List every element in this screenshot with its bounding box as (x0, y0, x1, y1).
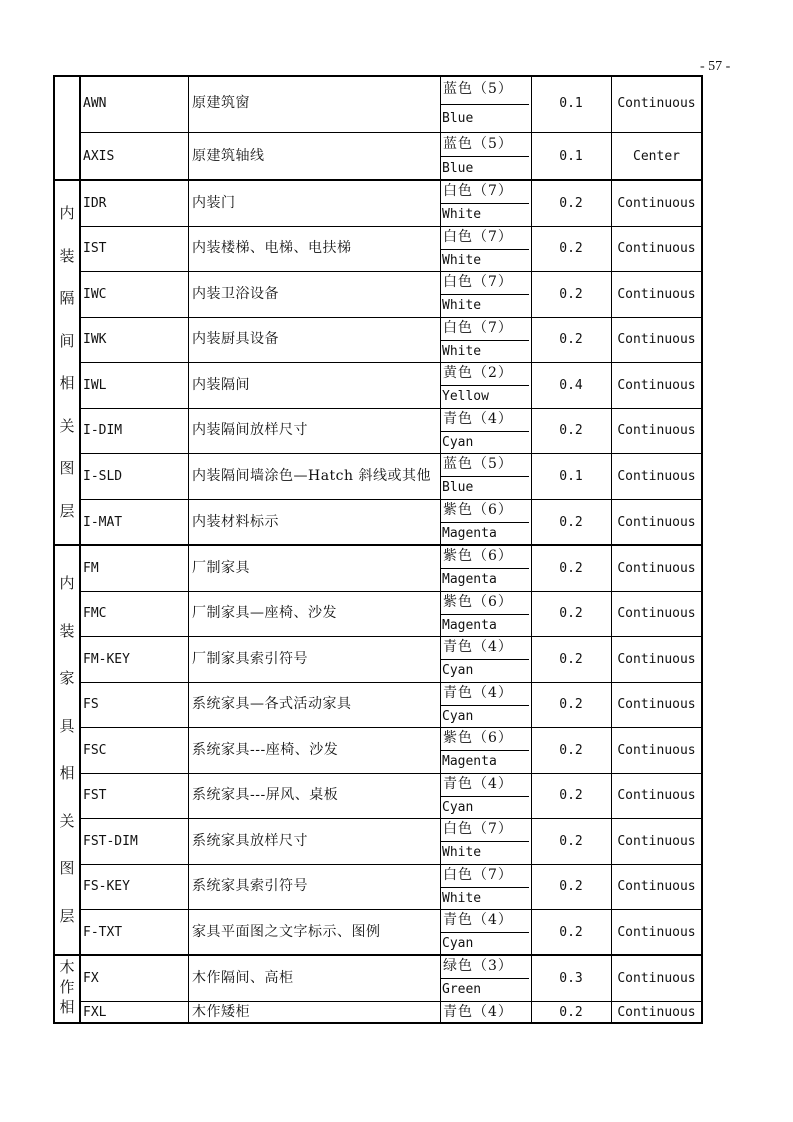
color-name-cn: 白色（7） (443, 867, 513, 883)
line-type: Continuous (617, 742, 696, 758)
line-weight: 0.2 (559, 286, 583, 302)
layer-description: 厂制家具索引符号 (192, 650, 308, 667)
line-weight: 0.2 (559, 879, 583, 894)
layer-code: I-MAT (83, 514, 123, 530)
layer-code: F-TXT (83, 924, 123, 940)
line-weight: 0.2 (559, 514, 583, 530)
grid-line (440, 522, 529, 523)
color-name-en: Yellow (442, 389, 489, 404)
color-name-cn: 白色（7） (443, 229, 513, 245)
layer-code: FM (83, 560, 99, 576)
grid-line (440, 705, 529, 706)
grid-line (440, 294, 529, 295)
line-weight: 0.1 (559, 96, 583, 111)
color-name-en: Blue (442, 110, 474, 126)
grid-line (440, 659, 529, 660)
line-type: Continuous (617, 195, 696, 211)
color-name-cn: 黄色（2） (443, 365, 513, 381)
layer-description: 厂制家具 (192, 559, 250, 576)
layer-description: 内装隔间放样尺寸 (192, 422, 308, 438)
line-type: Continuous (617, 560, 696, 576)
grid-line (54, 1022, 702, 1024)
color-name-en: Cyan (442, 663, 474, 678)
layer-code: FXL (83, 1005, 107, 1020)
grid-line (79, 75, 81, 1024)
layer-code: FST (83, 788, 107, 803)
color-name-cn: 白色（7） (443, 320, 513, 336)
group-char: 层 (59, 906, 75, 925)
line-type: Continuous (617, 468, 696, 484)
grid-line (53, 75, 55, 1024)
grid-line (440, 568, 529, 569)
color-name-en: Cyan (442, 434, 474, 450)
layer-description: 系统家具---座椅、沙发 (192, 741, 339, 758)
color-name-en: Blue (442, 160, 474, 176)
group-label (54, 955, 80, 1024)
color-name-en: Green (442, 982, 482, 997)
color-name-cn: 绿色（3） (443, 958, 513, 974)
line-type: Continuous (617, 96, 696, 111)
color-name-en: Cyan (442, 799, 474, 815)
group-char: 相 (59, 764, 75, 783)
layer-description: 系统家具---屏风、桌板 (192, 787, 339, 803)
line-weight: 0.2 (559, 1005, 583, 1020)
line-type: Continuous (617, 879, 696, 894)
line-type: Continuous (617, 286, 696, 302)
line-weight: 0.2 (559, 924, 583, 940)
layer-description: 内装楼梯、电梯、电扶梯 (192, 240, 352, 256)
grid-line (440, 750, 529, 751)
layer-description: 家具平面图之文字标示、图例 (192, 923, 381, 940)
line-type: Continuous (617, 241, 696, 256)
layer-code: IWL (83, 377, 107, 393)
line-type: Continuous (617, 970, 696, 986)
layer-table (54, 75, 702, 1025)
color-name-cn: 紫色（6） (443, 502, 513, 518)
grid-line (54, 75, 702, 77)
layer-description: 木作隔间、高柜 (192, 969, 294, 986)
line-weight: 0.2 (559, 697, 583, 712)
color-name-en: Magenta (442, 526, 497, 541)
color-name-en: Magenta (442, 617, 497, 633)
grid-line (440, 104, 529, 105)
grid-line (440, 340, 529, 341)
grid-line (440, 978, 529, 979)
layer-code: FS (83, 697, 99, 712)
layer-description: 系统家具—各式活动家具 (192, 696, 352, 712)
layer-description: 内装卫浴设备 (192, 285, 279, 302)
group-char: 关 (59, 811, 75, 830)
layer-code: IST (83, 241, 107, 256)
line-weight: 0.2 (559, 606, 583, 621)
line-weight: 0.1 (559, 148, 583, 164)
line-weight: 0.2 (559, 833, 583, 849)
line-weight: 0.2 (559, 560, 583, 576)
color-name-en: Cyan (442, 936, 474, 951)
color-name-cn: 紫色（6） (443, 594, 513, 610)
layer-code: FSC (83, 742, 107, 758)
group-char: 关 (59, 416, 75, 435)
layer-code: AWN (83, 96, 107, 111)
layer-description: 内装门 (192, 194, 236, 211)
color-name-cn: 白色（7） (443, 183, 513, 199)
color-name-cn: 紫色（6） (443, 548, 513, 564)
group-char: 装 (59, 621, 75, 640)
layer-description: 内装材料标示 (192, 513, 279, 530)
grid-line (531, 75, 532, 1024)
grid-line (701, 75, 703, 1024)
color-name-en: White (442, 845, 482, 860)
layer-description: 系统家具索引符号 (192, 878, 308, 894)
layer-description: 原建筑轴线 (192, 147, 265, 164)
layer-code: FX (83, 970, 99, 986)
line-type: Continuous (617, 697, 696, 712)
group-char: 间 (59, 331, 75, 350)
line-weight: 0.4 (559, 377, 583, 393)
grid-line (440, 476, 529, 477)
color-name-en: White (442, 890, 482, 906)
grid-line (440, 614, 529, 615)
line-type: Continuous (617, 514, 696, 530)
group-char: 相 (59, 998, 75, 1016)
color-name-en: Blue (442, 480, 474, 495)
line-weight: 0.2 (559, 241, 583, 256)
line-weight: 0.3 (559, 970, 583, 986)
line-weight: 0.2 (559, 423, 583, 438)
grid-line (440, 796, 529, 797)
layer-code: FST-DIM (83, 833, 138, 849)
line-type: Continuous (617, 1005, 696, 1020)
layer-description: 原建筑窗 (192, 95, 250, 111)
line-weight: 0.2 (559, 195, 583, 211)
line-type: Continuous (617, 651, 696, 667)
color-name-en: White (442, 207, 482, 222)
group-char: 内 (59, 574, 75, 593)
group-char: 装 (59, 246, 75, 265)
line-type: Continuous (617, 924, 696, 940)
group-char: 作 (59, 978, 75, 996)
line-weight: 0.2 (559, 651, 583, 667)
group-char: 内 (59, 204, 75, 223)
group-char: 木 (59, 958, 75, 976)
color-name-cn: 蓝色（5） (443, 135, 513, 152)
line-type: Continuous (617, 788, 696, 803)
color-name-en: White (442, 298, 482, 313)
layer-code: I-SLD (83, 468, 123, 484)
line-type: Continuous (617, 332, 696, 347)
layer-code: FMC (83, 606, 107, 621)
line-type: Center (633, 148, 680, 164)
layer-description: 系统家具放样尺寸 (192, 832, 308, 849)
color-name-cn: 青色（4） (443, 776, 513, 792)
layer-code: FM-KEY (83, 651, 130, 667)
line-weight: 0.2 (559, 742, 583, 758)
layer-description: 厂制家具—座椅、沙发 (192, 605, 337, 621)
layer-code: AXIS (83, 148, 115, 164)
color-name-en: White (442, 343, 482, 359)
layer-description: 内装厨具设备 (192, 331, 279, 347)
color-name-cn: 青色（4） (443, 1004, 513, 1020)
color-name-cn: 白色（7） (443, 274, 513, 290)
color-name-en: Magenta (442, 754, 497, 769)
layer-code: IWK (83, 332, 107, 347)
color-name-cn: 紫色（6） (443, 730, 513, 746)
line-weight: 0.1 (559, 468, 583, 484)
color-name-cn: 青色（4） (443, 912, 513, 928)
line-weight: 0.2 (559, 332, 583, 347)
color-name-cn: 蓝色（5） (443, 81, 513, 97)
color-name-cn: 青色（4） (443, 411, 513, 427)
layer-code: IDR (83, 195, 107, 211)
grid-line (440, 887, 529, 888)
grid-line (440, 431, 529, 432)
layer-code: FS-KEY (83, 879, 130, 894)
layer-description: 木作矮柜 (192, 1004, 250, 1020)
group-char: 图 (59, 859, 75, 878)
color-name-cn: 白色（7） (443, 821, 513, 837)
color-name-cn: 青色（4） (443, 685, 513, 701)
group-char: 相 (59, 374, 75, 393)
grid-line (440, 75, 441, 1024)
color-name-cn: 青色（4） (443, 639, 513, 655)
group-char: 层 (59, 501, 75, 520)
group-label (54, 545, 80, 955)
group-char: 具 (59, 716, 75, 735)
layer-description: 内装隔间 (192, 376, 250, 393)
layer-code: IWC (83, 286, 107, 302)
line-type: Continuous (617, 377, 696, 393)
grid-line (611, 75, 612, 1024)
group-label (54, 75, 80, 180)
grid-line (440, 156, 529, 157)
group-char: 隔 (59, 289, 75, 308)
grid-line (440, 932, 529, 933)
color-name-en: White (442, 252, 482, 268)
color-name-en: Cyan (442, 708, 474, 724)
color-name-cn: 蓝色（5） (443, 456, 513, 472)
group-char: 图 (59, 459, 75, 478)
line-type: Continuous (617, 423, 696, 438)
layer-code: I-DIM (83, 423, 123, 438)
color-name-en: Magenta (442, 572, 497, 587)
grid-line (440, 249, 529, 250)
line-weight: 0.2 (559, 788, 583, 803)
line-type: Continuous (617, 606, 696, 621)
line-type: Continuous (617, 833, 696, 849)
grid-line (440, 385, 529, 386)
layer-description: 内装隔间墙涂色—Hatch 斜线或其他 (192, 467, 431, 484)
group-label (54, 180, 80, 545)
grid-line (440, 841, 529, 842)
grid-line (188, 75, 189, 1024)
page-number: - 57 - (700, 59, 731, 74)
group-char: 家 (59, 669, 75, 688)
grid-line (440, 203, 529, 204)
